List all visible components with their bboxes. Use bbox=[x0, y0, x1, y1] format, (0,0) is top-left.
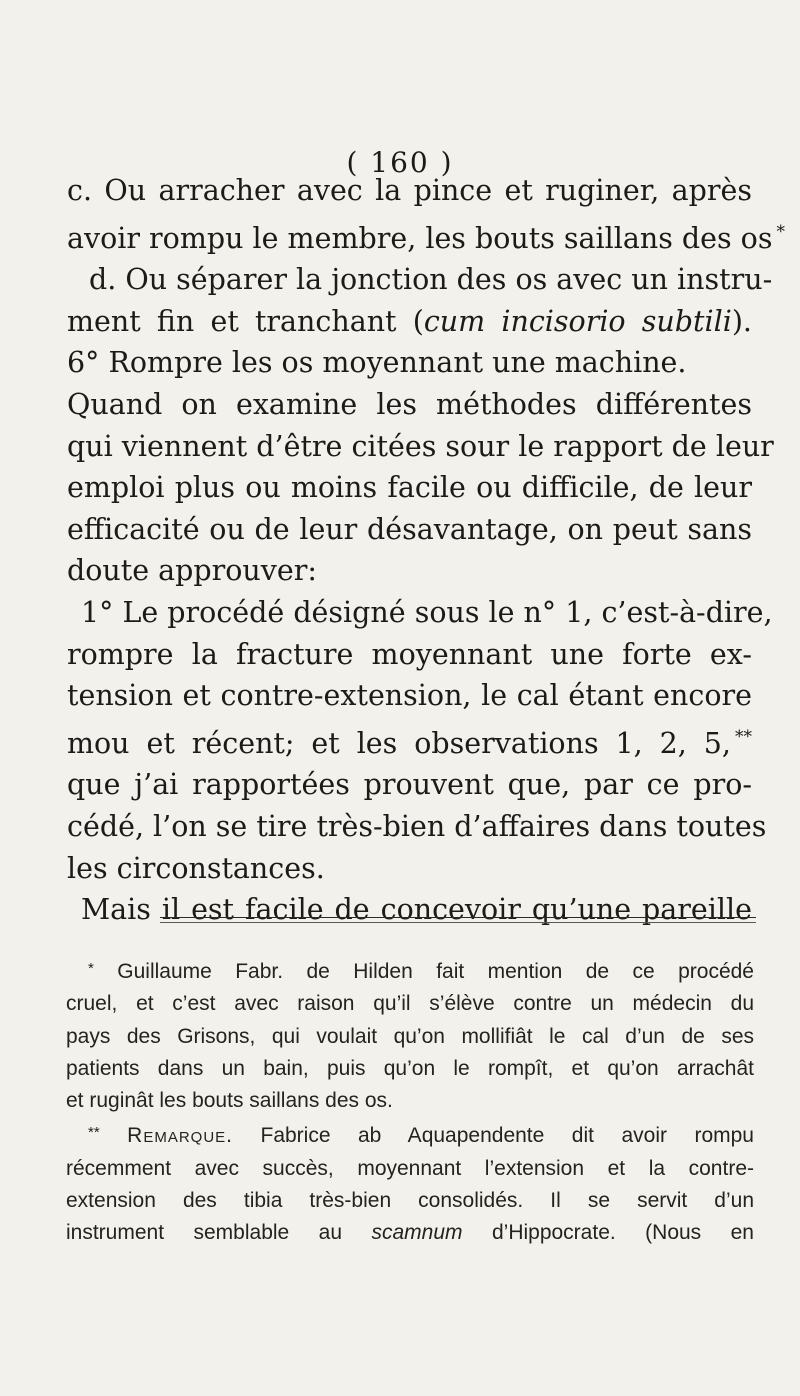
text-line: qui viennent d’être citées sour le rapport de leur bbox=[67, 429, 774, 463]
footnote-line: et ruginât les bouts saillans des os. bbox=[66, 1089, 393, 1113]
text-line: mou et récent; et les observations 1, 2, 5, ** bbox=[67, 726, 752, 760]
text-line: 1° Le procédé désigné sous le n° 1, c’est-à-dire, bbox=[81, 595, 773, 629]
footnotes bbox=[66, 953, 754, 1250]
remark-label: Remarque. bbox=[127, 1124, 234, 1148]
footnote-line: * Guillaume Fabr. de Hilden fait mention de ce procédé bbox=[88, 960, 754, 983]
footnote-marker: ** bbox=[88, 1124, 100, 1142]
latin-phrase: cum incisorio subtili bbox=[423, 304, 732, 338]
text-line: Mais il est facile de concevoir qu’une pareille bbox=[81, 893, 752, 927]
latin-word: scamnum bbox=[371, 1221, 463, 1245]
footnote-line: instrument semblable au scamnum d’Hippocrate. (Nous en bbox=[66, 1221, 754, 1245]
footnote-marker: * bbox=[88, 960, 94, 977]
footnote-line: ** Remarque. Fabrice ab Aquapendente dit avoir rompu bbox=[88, 1124, 754, 1148]
text-line: cédé, l’on se tire très-bien d’affaires dans toutes bbox=[67, 809, 767, 843]
text-line: ment fin et tranchant (cum incisorio subtili). bbox=[67, 304, 752, 338]
text-line: emploi plus ou moins facile ou difficile, de leur bbox=[67, 471, 752, 505]
text-line: Quand on examine les méthodes différentes bbox=[67, 387, 752, 421]
text-line: tension et contre-extension, le cal étant encore bbox=[67, 679, 752, 713]
footnote-ref: * bbox=[776, 221, 785, 242]
footnote-line: patients dans un bain, puis qu’on le rompît, et qu’on arrachât bbox=[66, 1056, 754, 1080]
text-line: c. Ou arracher avec la pince et ruginer, après bbox=[67, 174, 752, 207]
text-line: rompre la fracture moyennant une forte ex- bbox=[67, 637, 752, 671]
main-text bbox=[67, 170, 785, 931]
footnote-line: pays des Grisons, qui voulait qu’on mollifiât le cal d’un de ses bbox=[66, 1024, 754, 1048]
footnote-ref: ** bbox=[735, 726, 752, 747]
footnote-line: cruel, et c’est avec raison qu’il s’élève contre un médecin du bbox=[66, 992, 754, 1016]
text-line: 6° Rompre les os moyennant une machine. bbox=[67, 346, 687, 380]
text-line: efficacité ou de leur désavantage, on peut sans bbox=[67, 512, 752, 546]
footnote-line: récemment avec succès, moyennant l’extension et la contre- bbox=[66, 1156, 754, 1180]
text-line: les circonstances. bbox=[67, 851, 325, 885]
footnote-line: extension des tibia très-bien consolidés. Il se servit d’un bbox=[66, 1189, 754, 1213]
text-line: avoir rompu le membre, les bouts saillans des os * bbox=[67, 221, 785, 255]
text-line: d. Ou séparer la jonction des os avec un instru- bbox=[89, 263, 773, 297]
text-line: doute approuver: bbox=[67, 554, 317, 588]
footnote-divider-thin bbox=[160, 922, 756, 923]
page-number: ( 160 ) bbox=[346, 146, 454, 179]
text-line: que j’ai rapportées prouvent que, par ce pro- bbox=[67, 768, 752, 802]
footnote-divider bbox=[160, 917, 756, 918]
